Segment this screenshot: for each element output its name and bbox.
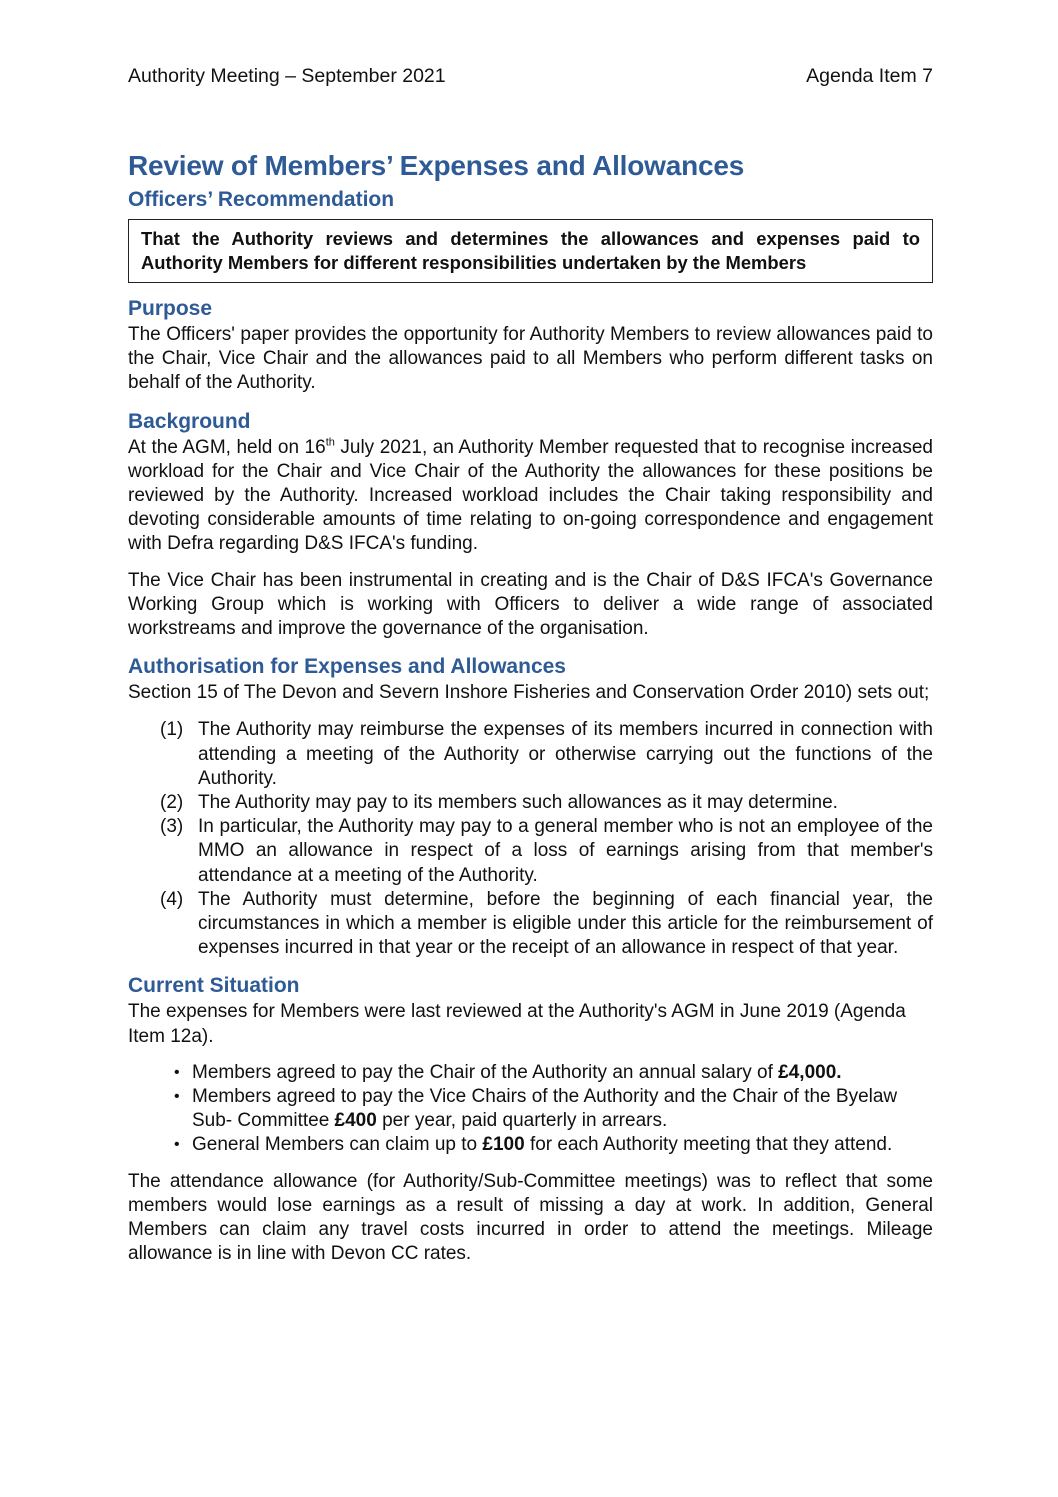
authorisation-heading: Authorisation for Expenses and Allowances <box>128 655 566 679</box>
authorisation-section <box>128 653 933 960</box>
current-situation-intro: The expenses for Members were last reviewed at the Authority's AGM in June 2019 (Agenda Item 12a). <box>128 1001 906 1047</box>
background-section <box>128 408 933 642</box>
bullet-icon: • <box>174 1088 180 1106</box>
background-paragraph-2: The Vice Chair has been instrumental in creating and is the Chair of D&S IFCA's Governance Working Group which is working with Officers to deliver a wide range of associated workstreams and improve the governance of the organisation. <box>128 569 933 640</box>
page-header <box>128 64 933 88</box>
list-item: • Members agreed to pay the Chair of the Authority an annual salary of £4,000. <box>128 1061 933 1085</box>
bullet-icon: • <box>174 1136 180 1154</box>
allowances-list <box>128 1061 933 1158</box>
current-situation-closing: The attendance allowance (for Authority/Sub-Committee meetings) was to reflect that some members would lose earnings as a result of missing a day at work. In addition, General Members can claim any travel costs incurred in order to attend the meetings. Mileage allowance is in line with Devon CC rates. <box>128 1170 933 1265</box>
purpose-paragraph: The Officers' paper provides the opportunity for Authority Members to review allowances paid to the Chair, Vice Chair and the allowances paid to all Members who perform different tasks on behalf of the Authority. <box>128 324 933 394</box>
list-item: • General Members can claim up to £100 for each Authority meeting that they attend. <box>128 1133 933 1157</box>
list-item: • Members agreed to pay the Vice Chairs of the Authority and the Chair of the Byelaw Sub- Committee £400 per year, paid quarterly in arrears. <box>174 1086 898 1132</box>
ordinal-suffix: th <box>325 436 335 449</box>
list-item: (2) The Authority may pay to its members such allowances as it may determine. <box>160 792 838 814</box>
document-title: Review of Members’ Expenses and Allowances <box>128 150 745 181</box>
background-paragraph-1: At the AGM, held on 16th July 2021, an Authority Member requested that to recognise increased workload for the Chair and Vice Chair of the Authority the allowances for these positions be reviewed by the Authority. Increased workload includes the Chair taking responsibility and devoting considerable amounts of time relating to on-going correspondence and engagement with Defra regarding D&S IFCA's funding. <box>128 436 933 555</box>
document-body <box>128 148 933 1267</box>
purpose-section <box>128 295 933 396</box>
header-agenda-item: Agenda Item 7 <box>806 65 933 87</box>
recommendation-box: That the Authority reviews and determines the allowances and expenses paid to Authority Members for different responsibilities undertaken by the Members <box>128 219 933 283</box>
purpose-heading: Purpose <box>128 297 213 320</box>
bullet-icon: • <box>174 1063 180 1081</box>
header-meeting-title: Authority Meeting – September 2021 <box>128 65 446 87</box>
authorisation-intro: Section 15 of The Devon and Severn Inshore Fisheries and Conservation Order 2010) sets out; <box>128 682 930 704</box>
list-item: (4) The Authority must determine, before the beginning of each financial year, the circumstances in which a member is eligible under this article for the reimbursement of expenses incurred in that year or the receipt of an allowance in respect of that year. <box>160 888 933 959</box>
current-situation-section <box>128 972 933 1266</box>
background-heading: Background <box>128 409 251 433</box>
recommendation-heading: Officers’ Recommendation <box>128 188 395 211</box>
list-item: (1) The Authority may reimburse the expenses of its members incurred in connection with attending a meeting of the Authority or otherwise carrying out the functions of the Authority. <box>160 719 933 789</box>
authorisation-list <box>128 718 933 960</box>
list-item: (3) In particular, the Authority may pay to a general member who is not an employee of the MMO an allowance in respect of a loss of earnings arising from that member's attendance at a meeting of the Authority. <box>160 816 933 886</box>
current-situation-heading: Current Situation <box>128 974 300 998</box>
